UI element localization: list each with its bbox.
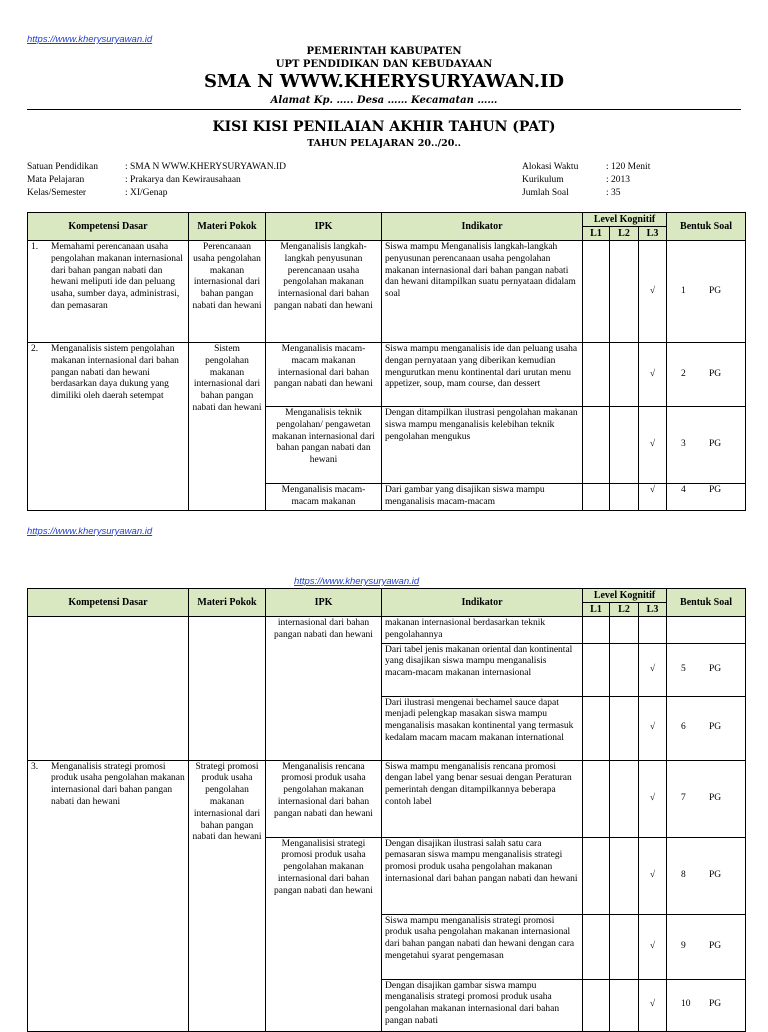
l1-cell	[583, 643, 610, 696]
meta-label: Jumlah Soal	[522, 188, 569, 198]
kd-cell	[28, 343, 189, 511]
l2-cell	[610, 617, 639, 644]
kd-cell	[28, 617, 189, 761]
question-type: PG	[709, 792, 722, 803]
col-bentuk: Bentuk Soal	[667, 589, 746, 617]
bentuk-cell	[667, 979, 746, 1031]
question-type: PG	[709, 285, 722, 296]
question-number: 7	[681, 792, 686, 803]
ipk-cell: Menganalisis teknik pengolahan/ pengawetan makanan internasional dari bahan pangan nabati dan hewani	[266, 407, 382, 484]
col-l3: L3	[639, 603, 667, 617]
l3-check: √	[639, 837, 667, 914]
l1-cell	[583, 696, 610, 760]
l3-check: √	[639, 979, 667, 1031]
bentuk-cell	[667, 241, 746, 343]
indikator-cell: Dari ilustrasi mengenai bechamel sauce dapat menjadi pelengkap masakan siswa mampu menganalisis masakan kontinental yang termasuk kedalam macam macam makanan international	[382, 696, 583, 760]
materi-cell: Strategi promosi produk usaha pengolahan makanan internasional dari bahan pangan nabati dan hewani	[189, 760, 266, 1031]
question-number: 1	[681, 285, 686, 296]
indikator-cell: Dengan disajikan gambar siswa mampu menganalisis strategi promosi produk usaha pengolahan makanan internasional dari bahan pangan nabati	[382, 979, 583, 1031]
table-row	[28, 617, 746, 644]
ipk-cell: Menganalisis rencana promosi produk usaha pengolahan makanan internasional dari bahan pangan nabati dan hewani	[266, 760, 382, 837]
school-address: Alamat Kp. ….. Desa …… Kecamatan ……	[270, 95, 498, 106]
question-number: 9	[681, 940, 686, 951]
materi-cell: Perencanaan usaha pengolahan makanan internasional dari bahan pangan nabati dan hewani	[189, 241, 266, 343]
bentuk-cell	[667, 407, 746, 484]
kd-number: 2.	[31, 344, 39, 354]
col-kd: Kompetensi Dasar	[28, 589, 189, 617]
col-bentuk: Bentuk Soal	[667, 213, 746, 241]
kd-number: 3.	[31, 761, 39, 772]
ipk-cell: Menganalisis macam-macam makanan	[266, 484, 382, 511]
kd-number: 1.	[31, 242, 39, 252]
l3-check: √	[639, 914, 667, 979]
question-number: 3	[681, 439, 686, 450]
indikator-cell: Dengan disajikan ilustrasi salah satu cara pemasaran siswa mampu menganalisis strategi promosi produk usaha pengolahan makanan internasional dari bahan pangan nabati dan hewani	[382, 837, 583, 914]
l2-cell	[610, 760, 639, 837]
indikator-cell: Dengan ditampilkan ilustrasi pengolahan makanan siswa mampu menganalisis kelebihan teknik pengolahan mengukus	[382, 407, 583, 484]
school-name: SMA N WWW.KHERYSURYAWAN.ID	[203, 71, 565, 92]
indikator-cell: Dari gambar yang disajikan siswa mampu menganalisis macam-macam	[382, 484, 583, 511]
l1-cell	[583, 837, 610, 914]
website-link-page2-header[interactable]: https://www.kherysuryawan.id	[294, 576, 420, 587]
bentuk-cell	[667, 643, 746, 696]
meta-value: : 120 Menit	[606, 162, 651, 172]
document-title: KISI KISI PENILAIAN AKHIR TAHUN (PAT)	[212, 119, 556, 135]
bentuk-cell	[667, 343, 746, 407]
kisi-table-page1	[27, 212, 746, 511]
l3-check: √	[639, 241, 667, 343]
meta-value: : SMA N WWW.KHERYSURYAWAN.ID	[125, 162, 287, 172]
l2-cell	[610, 343, 639, 407]
col-indikator: Indikator	[382, 589, 583, 617]
l3-check: √	[639, 343, 667, 407]
kd-text: Memahami perencanaan usaha pengolahan makanan internasional dari bahan pangan nabati dan hewani meliputi ide dan peluang usaha, sumber daya, administrasi, dan pemasaran	[51, 242, 183, 311]
question-type: PG	[709, 940, 722, 951]
question-number: 2	[681, 368, 686, 379]
academic-year: TAHUN PELAJARAN 20../20..	[307, 138, 461, 149]
col-materi: Materi Pokok	[189, 213, 266, 241]
question-type: PG	[709, 869, 722, 880]
question-type: PG	[709, 999, 722, 1010]
indikator-cell: Siswa mampu menganalisis rencana promosi dengan label yang benar sesuai dengan Peraturan pemerintah dengan ditampilkannya beberapa contoh label	[382, 760, 583, 837]
l3-check: √	[639, 760, 667, 837]
meta-value: : 35	[606, 188, 621, 198]
l2-cell	[610, 696, 639, 760]
l1-cell	[583, 241, 610, 343]
question-number: 4	[681, 485, 686, 495]
question-type: PG	[709, 663, 722, 674]
bentuk-cell	[667, 760, 746, 837]
bentuk-cell	[667, 837, 746, 914]
question-number: 5	[681, 663, 686, 674]
question-number: 6	[681, 722, 686, 733]
col-materi: Materi Pokok	[189, 589, 266, 617]
materi-cell	[189, 617, 266, 761]
indikator-cell: Siswa mampu Menganalisis langkah-langkah penyusunan perencanaan usaha pengolahan makanan internasional dari bahan pangan nabati dan hewani ditampilkan suatu pernyataan didalam soal	[382, 241, 583, 343]
l2-cell	[610, 407, 639, 484]
l2-cell	[610, 979, 639, 1031]
l3-check: √	[639, 407, 667, 484]
bentuk-cell	[667, 696, 746, 760]
table-row	[28, 760, 746, 837]
meta-value: : XI/Genap	[125, 188, 168, 198]
l3-check: √	[639, 484, 667, 511]
ipk-cell: Menganalisis langkah-langkah penyusunan perencanaan usaha pengolahan makanan internasional dari bahan pangan nabati dan hewani	[266, 241, 382, 343]
kd-cell	[28, 241, 189, 343]
l3-cell	[639, 617, 667, 644]
meta-label: Kelas/Semester	[27, 188, 87, 198]
question-type: PG	[709, 485, 722, 495]
question-number: 10	[681, 999, 691, 1010]
question-type: PG	[709, 722, 722, 733]
col-level: Level Kognitif	[583, 589, 667, 603]
bentuk-cell	[667, 484, 746, 511]
l2-cell	[610, 241, 639, 343]
indikator-cell: Siswa mampu menganalisis strategi promosi produk usaha pengolahan makanan internasional dari bahan pangan nabati dan hewani dengan cara mengetahui syarat pengemasan	[382, 914, 583, 979]
bentuk-cell	[667, 617, 746, 644]
question-type: PG	[709, 368, 722, 379]
l1-cell	[583, 914, 610, 979]
meta-label: Alokasi Waktu	[522, 162, 579, 172]
meta-label: Satuan Pendidikan	[27, 162, 98, 172]
l2-cell	[610, 484, 639, 511]
indikator-cell: makanan internasional berdasarkan teknik pengolahannya	[382, 617, 583, 644]
kisi-table-page2	[27, 588, 746, 1032]
col-l3: L3	[639, 227, 667, 241]
question-type: PG	[709, 439, 722, 450]
materi-cell: Sistem pengolahan makanan internasional dari bahan pangan nabati dan hewani	[189, 343, 266, 511]
meta-value: : Prakarya dan Kewirausahaan	[125, 175, 241, 185]
kd-text: Menganalisis strategi promosi produk usaha pengolahan makanan internasional dari bahan pangan nabati dan hewani	[51, 761, 185, 807]
question-number: 8	[681, 869, 686, 880]
l1-cell	[583, 484, 610, 511]
indikator-cell: Siswa mampu menganalisis ide dan peluang usaha dengan pernyataan yang diberikan kemudian mengurutkan menu kontinental dari urutan menu appetizer, soup, mam course, dan dessert	[382, 343, 583, 407]
l2-cell	[610, 643, 639, 696]
col-ipk: IPK	[266, 213, 382, 241]
l3-check: √	[639, 696, 667, 760]
col-l2: L2	[610, 227, 639, 241]
meta-right	[522, 162, 650, 201]
ipk-cell: internasional dari bahan pangan nabati dan hewani	[266, 617, 382, 761]
col-level: Level Kognitif	[583, 213, 667, 227]
col-ipk: IPK	[266, 589, 382, 617]
col-kd: Kompetensi Dasar	[28, 213, 189, 241]
meta-value: : 2013	[606, 175, 631, 185]
ipk-cell: Menganalisis macam-macam makanan internasional dari bahan pangan nabati dan hewani	[266, 343, 382, 407]
meta-label: Mata Pelajaran	[27, 175, 85, 185]
col-l1: L1	[583, 227, 610, 241]
l1-cell	[583, 343, 610, 407]
kd-cell	[28, 760, 189, 1031]
col-indikator: Indikator	[382, 213, 583, 241]
letterhead-divider	[27, 109, 741, 110]
col-l1: L1	[583, 603, 610, 617]
bentuk-cell	[667, 914, 746, 979]
government-line: PEMERINTAH KABUPATEN	[306, 46, 462, 57]
ipk-cell: Menganalisisi strategi promosi produk usaha pengolahan makanan internasional dari bahan pangan nabati dan hewani	[266, 837, 382, 1031]
meta-left	[27, 162, 286, 201]
l1-cell	[583, 407, 610, 484]
department-line: UPT PENDIDIKAN DAN KEBUDAYAAN	[275, 59, 493, 70]
website-link-page1-footer[interactable]: https://www.kherysuryawan.id	[27, 526, 153, 537]
meta-label: Kurikulum	[522, 175, 564, 185]
kd-text: Menganalisis sistem pengolahan makanan internasional dari bahan pangan nabati dan hewani berdasarkan daya dukung yang dimiliki oleh daerah setempat	[51, 344, 179, 402]
l2-cell	[610, 837, 639, 914]
l1-cell	[583, 617, 610, 644]
table-row	[28, 343, 746, 407]
col-l2: L2	[610, 603, 639, 617]
l1-cell	[583, 979, 610, 1031]
l2-cell	[610, 914, 639, 979]
indikator-cell: Dari tabel jenis makanan oriental dan kontinental yang disajikan siswa mampu menganalisis macam-macam makanan internasional	[382, 643, 583, 696]
l1-cell	[583, 760, 610, 837]
l3-check: √	[639, 643, 667, 696]
website-link-top[interactable]: https://www.kherysuryawan.id	[27, 34, 153, 45]
table-row	[28, 241, 746, 343]
